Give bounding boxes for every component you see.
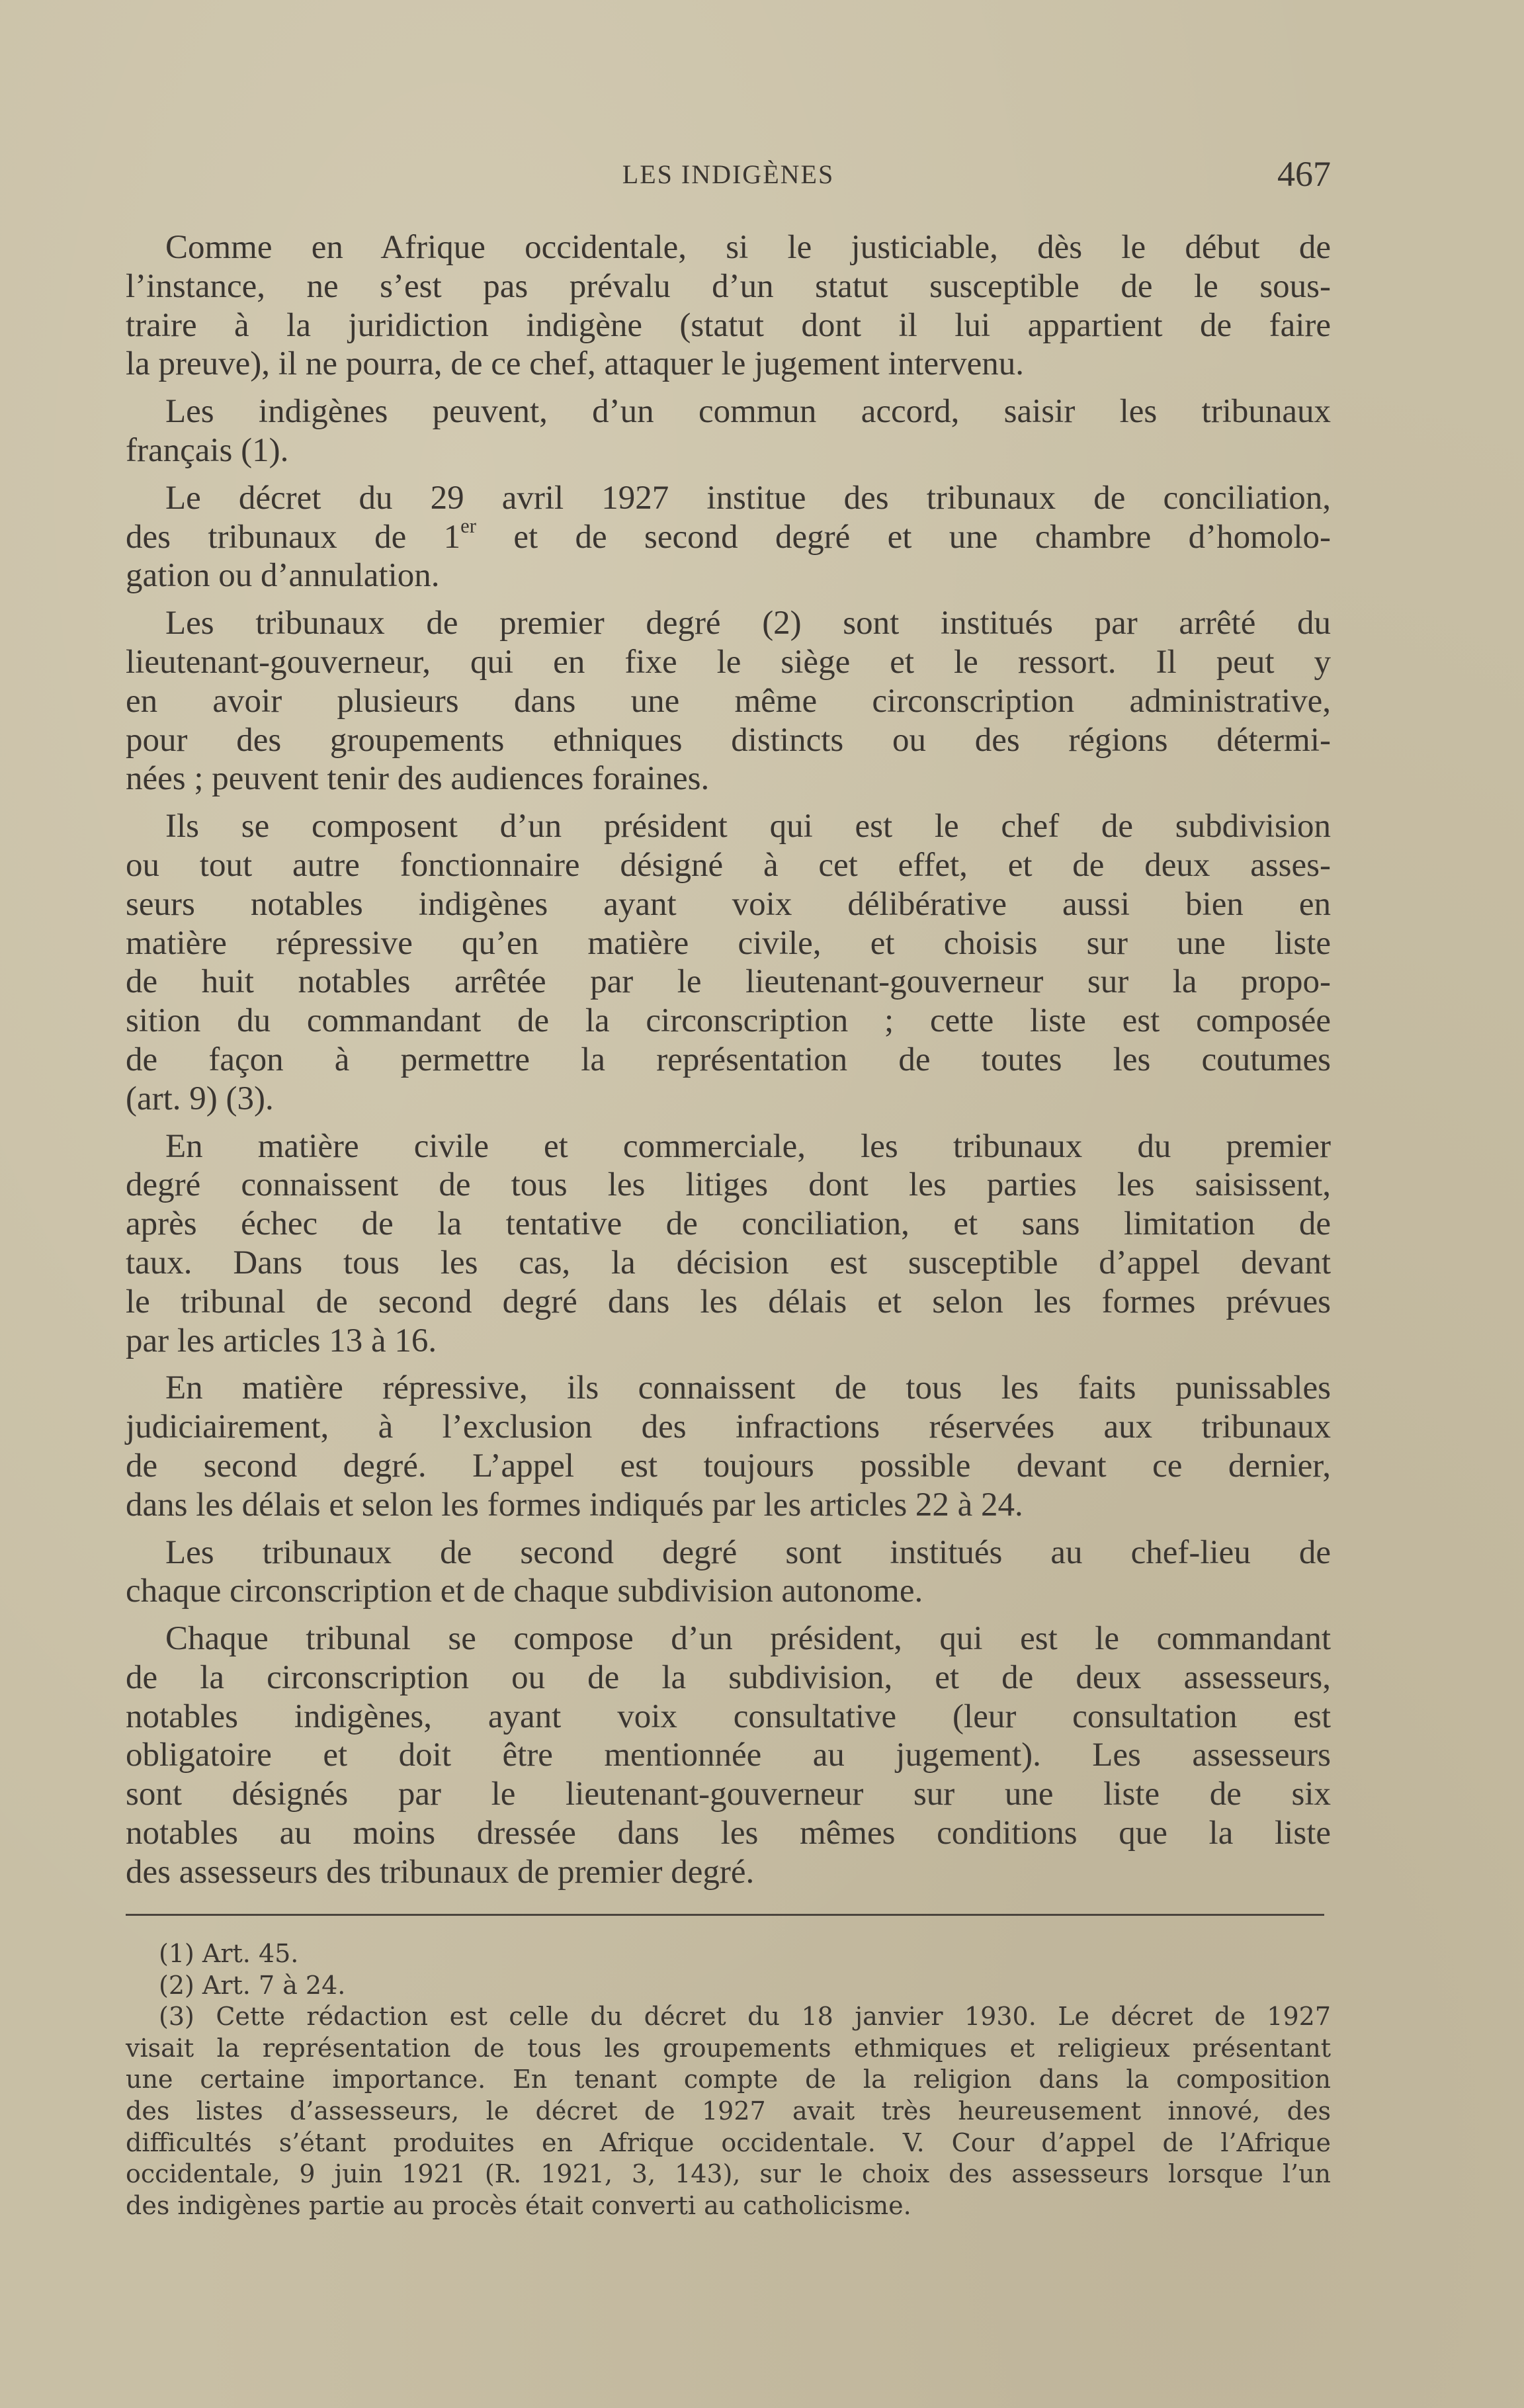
paragraph — [126, 1533, 1331, 1612]
footnote — [126, 1938, 1331, 1970]
text-segment: seurs notables indigènes ayant voix délibérative aussi bien en — [126, 885, 1331, 923]
text-segment: Ils se composent d’un président qui est le chef de subdivision — [165, 808, 1331, 845]
text-line — [126, 682, 1331, 721]
main-text — [126, 228, 1331, 1901]
text-line — [126, 1533, 1331, 1572]
text-segment: judiciairement, à l’exclusion des infractions réservées aux tribunaux — [126, 1408, 1331, 1446]
text-segment: En matière répressive, ils connaissent de tous les faits punissables — [165, 1369, 1331, 1407]
text-segment: En matière civile et commerciale, les tribunaux du premier — [165, 1127, 1331, 1165]
running-title: LES INDIGÈNES — [622, 159, 835, 189]
text-segment: lieutenant-gouverneur, qui en fixe le siège et le ressort. Il peut y — [126, 643, 1331, 681]
paragraph — [126, 228, 1331, 384]
text-line — [126, 1205, 1331, 1244]
text-segment: (3) Cette rédaction est celle du décret du 18 janvier 1930. Le décret de 1927 — [159, 2002, 1331, 2032]
text-segment: chaque circonscription et de chaque subdivision autonome. — [126, 1572, 923, 1610]
text-line — [126, 604, 1331, 643]
text-line — [126, 1775, 1331, 1814]
text-segment: de huit notables arrêtée par le lieutenant-gouverneur sur la propo- — [126, 963, 1331, 1001]
text-segment: degré connaissent de tous les litiges dont les parties les saisissent, — [126, 1166, 1331, 1204]
text-line — [126, 1814, 1331, 1853]
text-line — [126, 2001, 1331, 2033]
text-line — [126, 1853, 1331, 1892]
text-segment: Le décret du 29 avril 1927 institue des tribunaux de conciliation, — [165, 479, 1331, 517]
text-line — [126, 392, 1331, 431]
text-line — [126, 1447, 1331, 1486]
text-line — [126, 479, 1331, 518]
text-line — [126, 1619, 1331, 1658]
text-line — [126, 556, 1331, 595]
text-segment: de façon à permettre la représentation de toutes les coutumes — [126, 1041, 1331, 1078]
text-segment: et de second degré et une chambre d’homolo- — [476, 518, 1331, 556]
text-segment: l’instance, ne s’est pas prévalu d’un statut susceptible de le sous- — [126, 267, 1331, 305]
text-line — [126, 1970, 1331, 2002]
text-line — [126, 2159, 1331, 2190]
footnote — [126, 1970, 1331, 2002]
text-line — [126, 721, 1331, 760]
running-header — [126, 153, 1331, 193]
footnote — [126, 2001, 1331, 2221]
text-segment: Les tribunaux de second degré sont institués au chef-lieu de — [165, 1533, 1331, 1571]
text-line — [126, 2190, 1331, 2222]
paragraph — [126, 807, 1331, 1118]
text-segment: matière répressive qu’en matière civile, et choisis sur une liste — [126, 924, 1331, 962]
text-segment: des assesseurs des tribunaux de premier degré. — [126, 1853, 755, 1891]
paragraph — [126, 479, 1331, 595]
text-segment: en avoir plusieurs dans une même circonscription administrative, — [126, 682, 1331, 720]
text-segment: français (1). — [126, 431, 289, 469]
text-line — [126, 1736, 1331, 1775]
text-line — [126, 643, 1331, 682]
text-segment: dans les délais et selon les formes indiqués par les articles 22 à 24. — [126, 1486, 1023, 1524]
text-line — [126, 345, 1331, 384]
superscript: er — [460, 514, 476, 537]
text-segment: le tribunal de second degré dans les délais et selon les formes prévues — [126, 1283, 1331, 1320]
text-segment: la preuve), il ne pourra, de ce chef, attaquer le jugement intervenu. — [126, 345, 1024, 383]
text-segment: taux. Dans tous les cas, la décision est susceptible d’appel devant — [126, 1244, 1331, 1281]
text-segment: sont désignés par le lieutenant-gouverneur sur une liste de six — [126, 1776, 1331, 1813]
text-segment: des tribunaux de 1 — [126, 518, 461, 556]
text-segment: Les indigènes peuvent, d’un commun accord, saisir les tribunaux — [165, 393, 1331, 431]
footnotes — [126, 1938, 1331, 2221]
text-line — [126, 2128, 1331, 2159]
text-line — [126, 431, 1331, 470]
text-line — [126, 885, 1331, 924]
text-line — [126, 2033, 1331, 2065]
text-line — [126, 1938, 1331, 1970]
text-segment: notables indigènes, ayant voix consultative (leur consultation est — [126, 1698, 1331, 1735]
text-line — [126, 2064, 1331, 2096]
text-segment: des listes d’assesseurs, le décret de 1927 avait très heureusement innové, des — [126, 2096, 1331, 2126]
text-segment: (1) Art. 45. — [159, 1939, 299, 1968]
paragraph — [126, 1619, 1331, 1892]
text-segment: nées ; peuvent tenir des audiences foraines. — [126, 760, 710, 798]
page-number: 467 — [1277, 154, 1331, 194]
text-segment: visait la représentation de tous les groupements ethmiques et religieux présentant — [126, 2033, 1331, 2063]
text-line — [126, 1002, 1331, 1041]
text-segment: des indigènes partie au procès était converti au catholicisme. — [126, 2190, 911, 2220]
text-segment: de second degré. L’appel est toujours possible devant ce dernier, — [126, 1447, 1331, 1484]
text-line — [126, 1166, 1331, 1205]
text-line — [126, 807, 1331, 846]
text-line — [126, 514, 1331, 557]
text-segment: une certaine importance. En tenant compte de la religion dans la composition — [126, 2065, 1331, 2094]
text-segment: gation ou d’annulation. — [126, 557, 440, 595]
text-line — [126, 1127, 1331, 1166]
text-line — [126, 306, 1331, 345]
text-segment: Chaque tribunal se compose d’un président, qui est le commandant — [165, 1620, 1331, 1658]
text-line — [126, 1698, 1331, 1737]
text-line — [126, 1283, 1331, 1322]
text-line — [126, 759, 1331, 798]
text-segment: difficultés s’étant produites en Afrique occidentale. V. Cour d’appel de l’Afrique — [126, 2128, 1331, 2157]
text-line — [126, 924, 1331, 963]
paragraph — [126, 604, 1331, 798]
text-line — [126, 267, 1331, 306]
text-segment: notables au moins dressée dans les mêmes conditions que la liste — [126, 1815, 1331, 1852]
text-line — [126, 1369, 1331, 1408]
text-segment: (art. 9) (3). — [126, 1080, 274, 1117]
text-line — [126, 1244, 1331, 1283]
text-segment: sition du commandant de la circonscription ; cette liste est composée — [126, 1002, 1331, 1040]
text-line — [126, 1408, 1331, 1447]
text-line — [126, 1041, 1331, 1080]
text-segment: pour des groupements ethniques distincts ou des régions détermi- — [126, 721, 1331, 759]
text-line — [126, 1322, 1331, 1361]
footnote-divider — [126, 1914, 1324, 1916]
text-segment: Les tribunaux de premier degré (2) sont institués par arrêté du — [165, 605, 1331, 642]
text-segment: (2) Art. 7 à 24. — [159, 1970, 346, 2000]
text-line — [126, 1080, 1331, 1119]
text-line — [126, 1658, 1331, 1698]
text-segment: ou tout autre fonctionnaire désigné à cet effet, et de deux asses- — [126, 846, 1331, 884]
text-line — [126, 2096, 1331, 2128]
text-segment: occidentale, 9 juin 1921 (R. 1921, 3, 143), sur le choix des assesseurs lorsque l’un — [126, 2159, 1331, 2189]
text-line — [126, 963, 1331, 1002]
text-line — [126, 228, 1331, 267]
text-line — [126, 1572, 1331, 1611]
text-line — [126, 1486, 1331, 1525]
text-segment: obligatoire et doit être mentionnée au jugement). Les assesseurs — [126, 1737, 1331, 1774]
text-line — [126, 846, 1331, 885]
text-segment: par les articles 13 à 16. — [126, 1322, 437, 1359]
paragraph — [126, 1127, 1331, 1361]
text-segment: traire à la juridiction indigène (statut dont il lui appartient de faire — [126, 306, 1331, 344]
paragraph — [126, 392, 1331, 470]
text-segment: Comme en Afrique occidentale, si le justiciable, dès le début de — [165, 229, 1331, 266]
text-segment: de la circonscription ou de la subdivision, et de deux assesseurs, — [126, 1658, 1331, 1696]
text-segment: après échec de la tentative de conciliation, et sans limitation de — [126, 1205, 1331, 1243]
paragraph — [126, 1369, 1331, 1524]
